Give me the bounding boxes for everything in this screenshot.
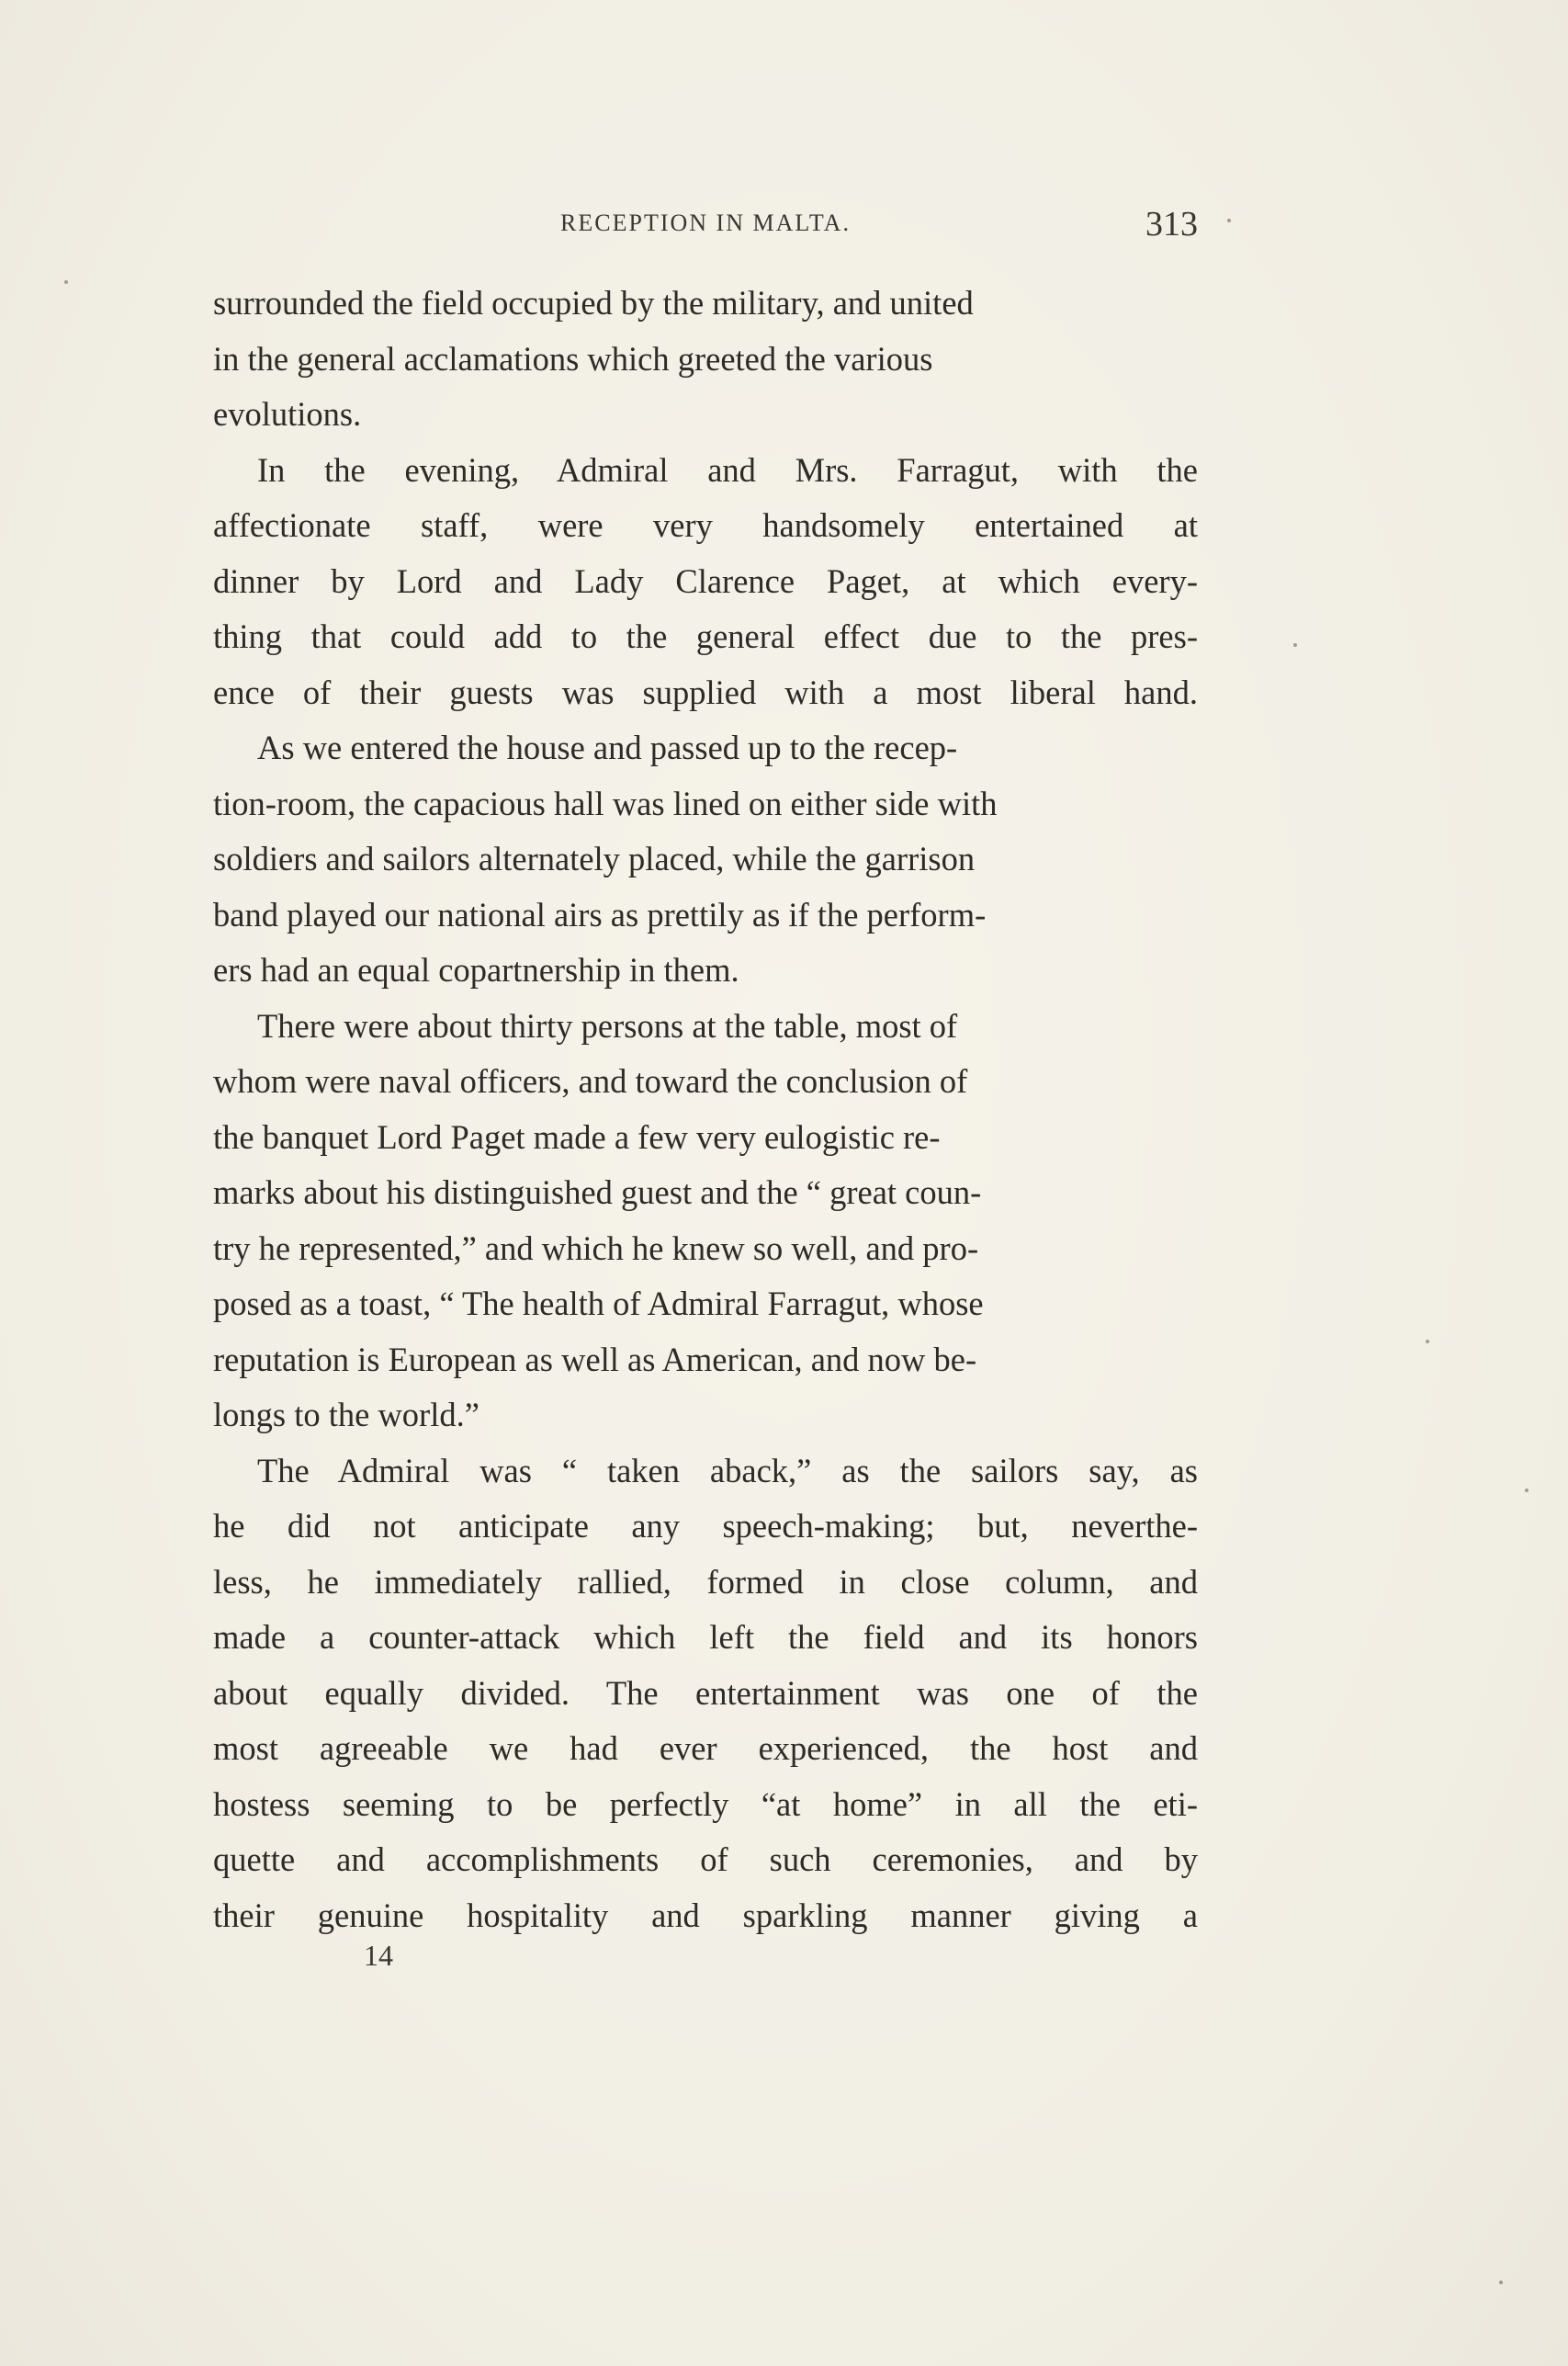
paragraph-2 [213, 443, 1198, 721]
text-line: less, he immediately rallied, formed in close column, and [213, 1562, 1198, 1601]
text-line: dinner by Lord and Lady Clarence Paget, at which every- [213, 561, 1198, 600]
paper-speck [1525, 1489, 1529, 1492]
text-line: soldiers and sailors alternately placed, while the garrison [213, 840, 976, 877]
running-head: RECEPTION IN MALTA. [560, 209, 851, 236]
page-number: 313 [1145, 205, 1198, 243]
text-line: affectionate staff, were very handsomely entertained at [213, 506, 1198, 544]
text-line: In the evening, Admiral and Mrs. Farragut, with the [257, 450, 1198, 489]
text-line: There were about thirty persons at the table, most of [257, 1006, 958, 1045]
text-line: their genuine hospitality and sparkling manner giving a [213, 1896, 1198, 1934]
page-header [213, 204, 1198, 248]
text-line: in the general acclamations which greeted the various [213, 339, 933, 378]
paragraph-3 [213, 720, 1198, 999]
paragraph-4 [213, 999, 1198, 1443]
paper-speck [64, 280, 68, 284]
text-line: marks about his distinguished guest and the “ great coun- [213, 1173, 982, 1211]
text-line: evolutions. [213, 395, 362, 433]
text-line: about equally divided. The entertainment was one of the [213, 1673, 1198, 1712]
text-line: surrounded the field occupied by the military, and united [213, 284, 974, 322]
text-line: try he represented,” and which he knew so well, and pro- [213, 1228, 979, 1267]
signature-mark: 14 [364, 1939, 393, 1972]
text-line: ence of their guests was supplied with a most liberal hand. [213, 673, 1198, 711]
text-line: he did not anticipate any speech-making; but, neverthe- [213, 1507, 1198, 1545]
paper-speck [1426, 1340, 1429, 1343]
text-line: band played our national airs as prettily as if the perform- [213, 895, 987, 934]
text-line: quette and accomplishments of such ceremonies, and by [213, 1840, 1198, 1878]
text-line: hostess seeming to be perfectly “at home” in all the eti- [213, 1784, 1198, 1823]
body-text [213, 276, 1198, 1943]
text-line: whom were naval officers, and toward the conclusion of [213, 1062, 968, 1100]
paragraph-1 [213, 276, 1198, 443]
paper-speck [1293, 643, 1297, 647]
text-line: ers had an equal copartnership in them. [213, 951, 739, 989]
text-line: reputation is European as well as American, and now be- [213, 1340, 977, 1378]
text-line: The Admiral was “ taken aback,” as the sailors say, as [257, 1451, 1198, 1489]
text-line: most agreeable we had ever experienced, the host and [213, 1729, 1198, 1767]
paper-speck [1499, 2281, 1503, 2284]
text-line: tion-room, the capacious hall was lined on either side with [213, 784, 998, 822]
text-line: thing that could add to the general effect due to the pres- [213, 617, 1198, 655]
text-line: the banquet Lord Paget made a few very eulogistic re- [213, 1117, 941, 1156]
text-line: longs to the world.” [213, 1396, 479, 1433]
paper-speck [1227, 219, 1231, 222]
text-line: As we entered the house and passed up to the recep- [257, 729, 958, 766]
paragraph-5 [213, 1443, 1198, 1944]
text-line: posed as a toast, “ The health of Admiral Farragut, whose [213, 1285, 984, 1322]
text-line: made a counter-attack which left the field and its honors [213, 1618, 1198, 1656]
